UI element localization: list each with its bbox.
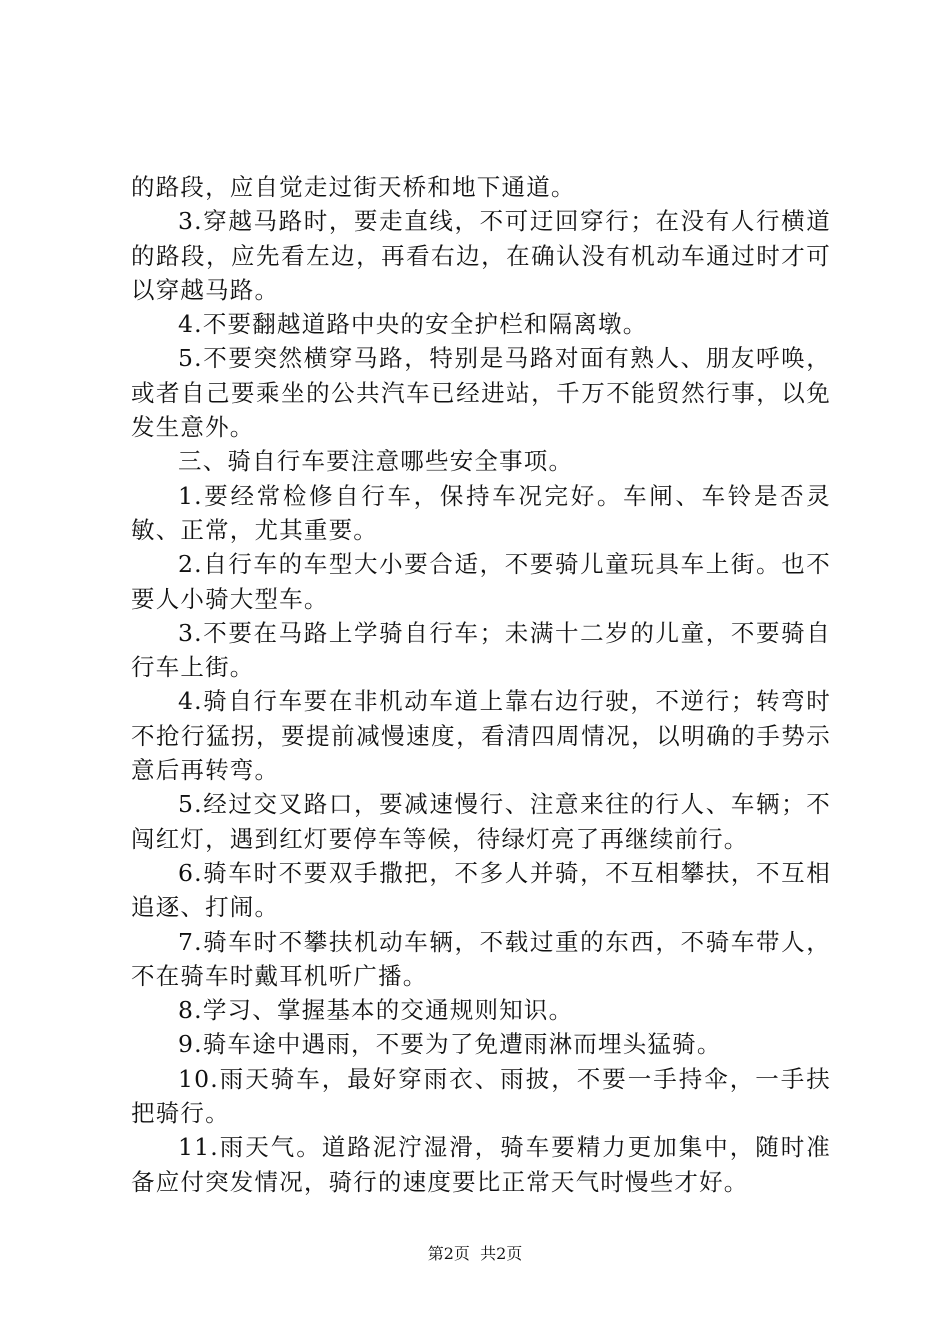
paragraph: 5.经过交叉路口，要减速慢行、注意来往的行人、车辆；不闯红灯，遇到红灯要停车等候，待绿灯亮了再继续前行。: [131, 790, 831, 853]
paragraph: 4.骑自行车要在非机动车道上靠右边行驶，不逆行；转弯时不抢行猛拐，要提前减慢速度，看清四周情况，以明确的手势示意后再转弯。: [131, 687, 831, 785]
paragraph: 3.不要在马路上学骑自行车；未满十二岁的儿童，不要骑自行车上街。: [131, 618, 831, 682]
paragraph: 10.雨天骑车，最好穿雨衣、雨披，不要一手持伞，一手扶把骑行。: [131, 1064, 831, 1128]
paragraph: 5.不要突然横穿马路，特别是马路对面有熟人、朋友呼唤，或者自己要乘坐的公共汽车已经进站，千万不能贸然行事，以免发生意外。: [131, 344, 831, 442]
paragraph: 7.骑车时不攀扶机动车辆，不载过重的东西，不骑车带人，不在骑车时戴耳机听广播。: [131, 927, 831, 990]
paragraph: 2.自行车的车型大小要合适，不要骑儿童玩具车上街。也不要人小骑大型车。: [131, 550, 831, 613]
page-footer: [0, 1243, 950, 1265]
document-body: [131, 170, 831, 1199]
paragraph: 9.骑车途中遇雨，不要为了免遭雨淋而埋头猛骑。: [178, 1030, 722, 1059]
section-heading: 三、骑自行车要注意哪些安全事项。: [178, 447, 574, 476]
paragraph: 3.穿越马路时，要走直线，不可迂回穿行；在没有人行横道的路段，应先看左边，再看右边，在确认没有机动车通过时才可以穿越马路。: [131, 207, 831, 304]
paragraph: 6.骑车时不要双手撒把，不多人并骑，不互相攀扶，不互相追逐、打闹。: [131, 858, 831, 922]
paragraph: 8.学习、掌握基本的交通规则知识。: [178, 996, 574, 1025]
paragraph: 11.雨天气。道路泥泞湿滑，骑车要精力更加集中，随时准备应付突发情况，骑行的速度要比正常天气时慢些才好。: [131, 1133, 831, 1196]
page-number-label: 第2页 共2页: [427, 1244, 523, 1263]
paragraph: 的路段，应自觉走过街天桥和地下通道。: [131, 173, 576, 201]
paragraph: 1.要经常检修自行车，保持车况完好。车闸、车铃是否灵敏、正常，尤其重要。: [131, 481, 831, 544]
paragraph: 4.不要翻越道路中央的安全护栏和隔离墩。: [178, 310, 648, 339]
